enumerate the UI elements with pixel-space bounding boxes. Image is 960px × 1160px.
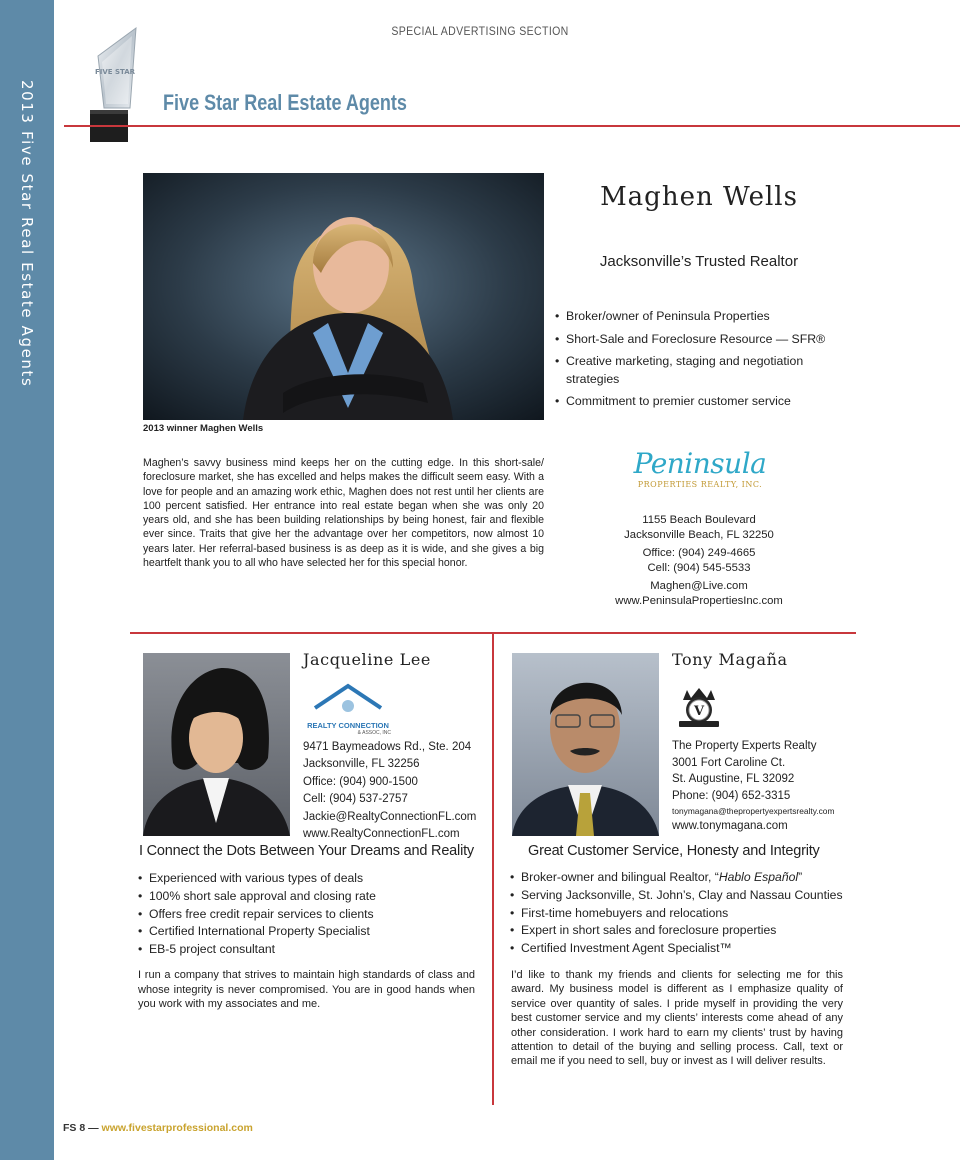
headline-tony: Great Customer Service, Honesty and Integrity [528, 843, 820, 859]
bio-tony: I’d like to thank my friends and clients for selecting me for this award. My business model is different as I emphasize quality of service over quantity of sales. I pride myself in providing the very best customer service and my clients’ interests come ahead of any other consideration. I work hard to earn my clients’ trust by having attention to detail of the buying and selling process. Call, text or email me if you need to sell, buy or invest as I will deliver results. [511, 969, 843, 1068]
featured-contact [600, 513, 798, 608]
address-line: St. Augustine, FL 32092 [672, 773, 795, 785]
address-line: Jacksonville, FL 32256 [303, 757, 420, 770]
list-item: • Expert in short sales and foreclosure properties [510, 922, 855, 940]
featured-agent-photo [143, 173, 544, 420]
list-item: • Short-Sale and Foreclosure Resource — SFR® [555, 331, 830, 349]
headline-jacqueline: I Connect the Dots Between Your Dreams and Reality [139, 843, 474, 859]
list-item: • Commitment to premier customer service [555, 393, 830, 411]
page-title: Five Star Real Estate Agents [163, 90, 407, 115]
page-number: FS 8 [63, 1122, 86, 1134]
address-line: 3001 Fort Caroline Ct. [672, 756, 786, 769]
bullet-list-jacqueline [138, 870, 478, 959]
list-item: • Certified Investment Agent Specialist™ [510, 940, 855, 958]
property-experts-logo-icon [677, 688, 721, 730]
header-rule [64, 125, 960, 127]
special-advertising-label: SPECIAL ADVERTISING SECTION [391, 24, 569, 38]
peninsula-logo-sub: PROPERTIES REALTY, INC. [637, 480, 763, 489]
bio-jacqueline: I run a company that strives to maintain high standards of class and whose integrity is never compromised. You are in good hands when you work with my associates and me. [138, 969, 475, 1010]
trophy-text: FIVE STAR [94, 68, 136, 76]
list-item: • 100% short sale approval and closing rate [138, 888, 478, 906]
column-divider [492, 633, 494, 1105]
phone: Phone: (904) 652-3315 [672, 789, 791, 802]
cell-phone: Cell: (904) 537-2757 [303, 792, 408, 805]
address-line: 1155 Beach Boulevard [642, 514, 756, 526]
footer-url-link[interactable]: www.fivestarprofessional.com [101, 1122, 253, 1134]
website-link[interactable]: www.PeninsulaPropertiesInc.com [615, 594, 783, 607]
bullet-list-tony [510, 869, 855, 958]
footer-separator: — [85, 1122, 102, 1134]
email-link[interactable]: tonymagana@thepropertyexpertsrealty.com [672, 806, 835, 816]
address-line: Jacksonville Beach, FL 32250 [624, 528, 774, 541]
peninsula-logo [630, 448, 770, 496]
list-item: • Broker-owner and bilingual Realtor, “Hablo Español” [510, 869, 855, 887]
realty-connection-logo-line1: REALTY CONNECTION [307, 721, 389, 730]
realty-connection-logo [303, 682, 393, 734]
contact-tony [672, 738, 857, 835]
company-name: The Property Experts Realty [672, 740, 817, 752]
agent-photo-tony [512, 653, 659, 836]
page-footer [63, 1122, 253, 1134]
sidebar-vertical-title: 2013 Five Star Real Estate Agents [18, 80, 36, 388]
email-link[interactable]: Jackie@RealtyConnectionFL.com [303, 811, 477, 823]
sidebar-vertical-title-wrap [14, 80, 38, 388]
office-phone: Office: (904) 249-4665 [642, 547, 756, 559]
email-link[interactable]: Maghen@Live.com [650, 580, 748, 592]
featured-tagline: Jacksonville’s Trusted Realtor [599, 253, 799, 270]
list-item: • Serving Jacksonville, St. John’s, Clay and Nassau Counties [510, 887, 855, 905]
agent-name-jacqueline: Jacqueline Lee [303, 650, 431, 669]
list-item: • Offers free credit repair services to clients [138, 906, 478, 924]
peninsula-logo-script: Peninsula [633, 447, 767, 480]
featured-agent-name: Maghen Wells [600, 182, 798, 212]
office-phone: Office: (904) 900-1500 [303, 776, 418, 788]
sidebar-band [0, 0, 54, 1160]
list-item: • Creative marketing, staging and negotiation strategies [555, 353, 830, 388]
featured-bullet-list [555, 308, 830, 411]
list-item: • EB-5 project consultant [138, 941, 478, 959]
cell-phone: Cell: (904) 545-5533 [647, 561, 751, 574]
agent-name-tony: Tony Magaña [672, 650, 788, 669]
list-item: • Certified International Property Specialist [138, 923, 478, 941]
featured-bio: Maghen’s savvy business mind keeps her on the cutting edge. In this short-sale/ foreclosure market, she has excelled and helps makes the difficult seem easy. With a love for people and an amazing work ethic, Maghen does not rest until her clients are 100 percent satisfied. Her entrance into real estate began when she was only 20 years old, and she has been building relationships by being honest, fair and flexible ever since. Traits that give her the advantage over her competitors, now almost 10 years later. Her referral-based business is as deep as it is wide, and she gives a big heartfelt thank you to all who have selected her for this special honor. [143, 457, 544, 570]
photo-caption: 2013 winner Maghen Wells [143, 423, 264, 434]
agent-photo-jacqueline [143, 653, 290, 836]
list-item: • Experienced with various types of deals [138, 870, 478, 888]
website-link[interactable]: www.tonymagana.com [672, 820, 788, 832]
property-experts-logo-letter: V [693, 704, 705, 719]
realty-connection-logo-line2: & ASSOC, INC [357, 730, 391, 736]
house-roof-icon [303, 682, 393, 714]
address-line: 9471 Baymeadows Rd., Ste. 204 [303, 741, 472, 753]
contact-jacqueline [303, 739, 488, 842]
website-link[interactable]: www.RealtyConnectionFL.com [303, 827, 460, 840]
list-item: • First-time homebuyers and relocations [510, 905, 855, 923]
list-item: • Broker/owner of Peninsula Properties [555, 308, 830, 326]
